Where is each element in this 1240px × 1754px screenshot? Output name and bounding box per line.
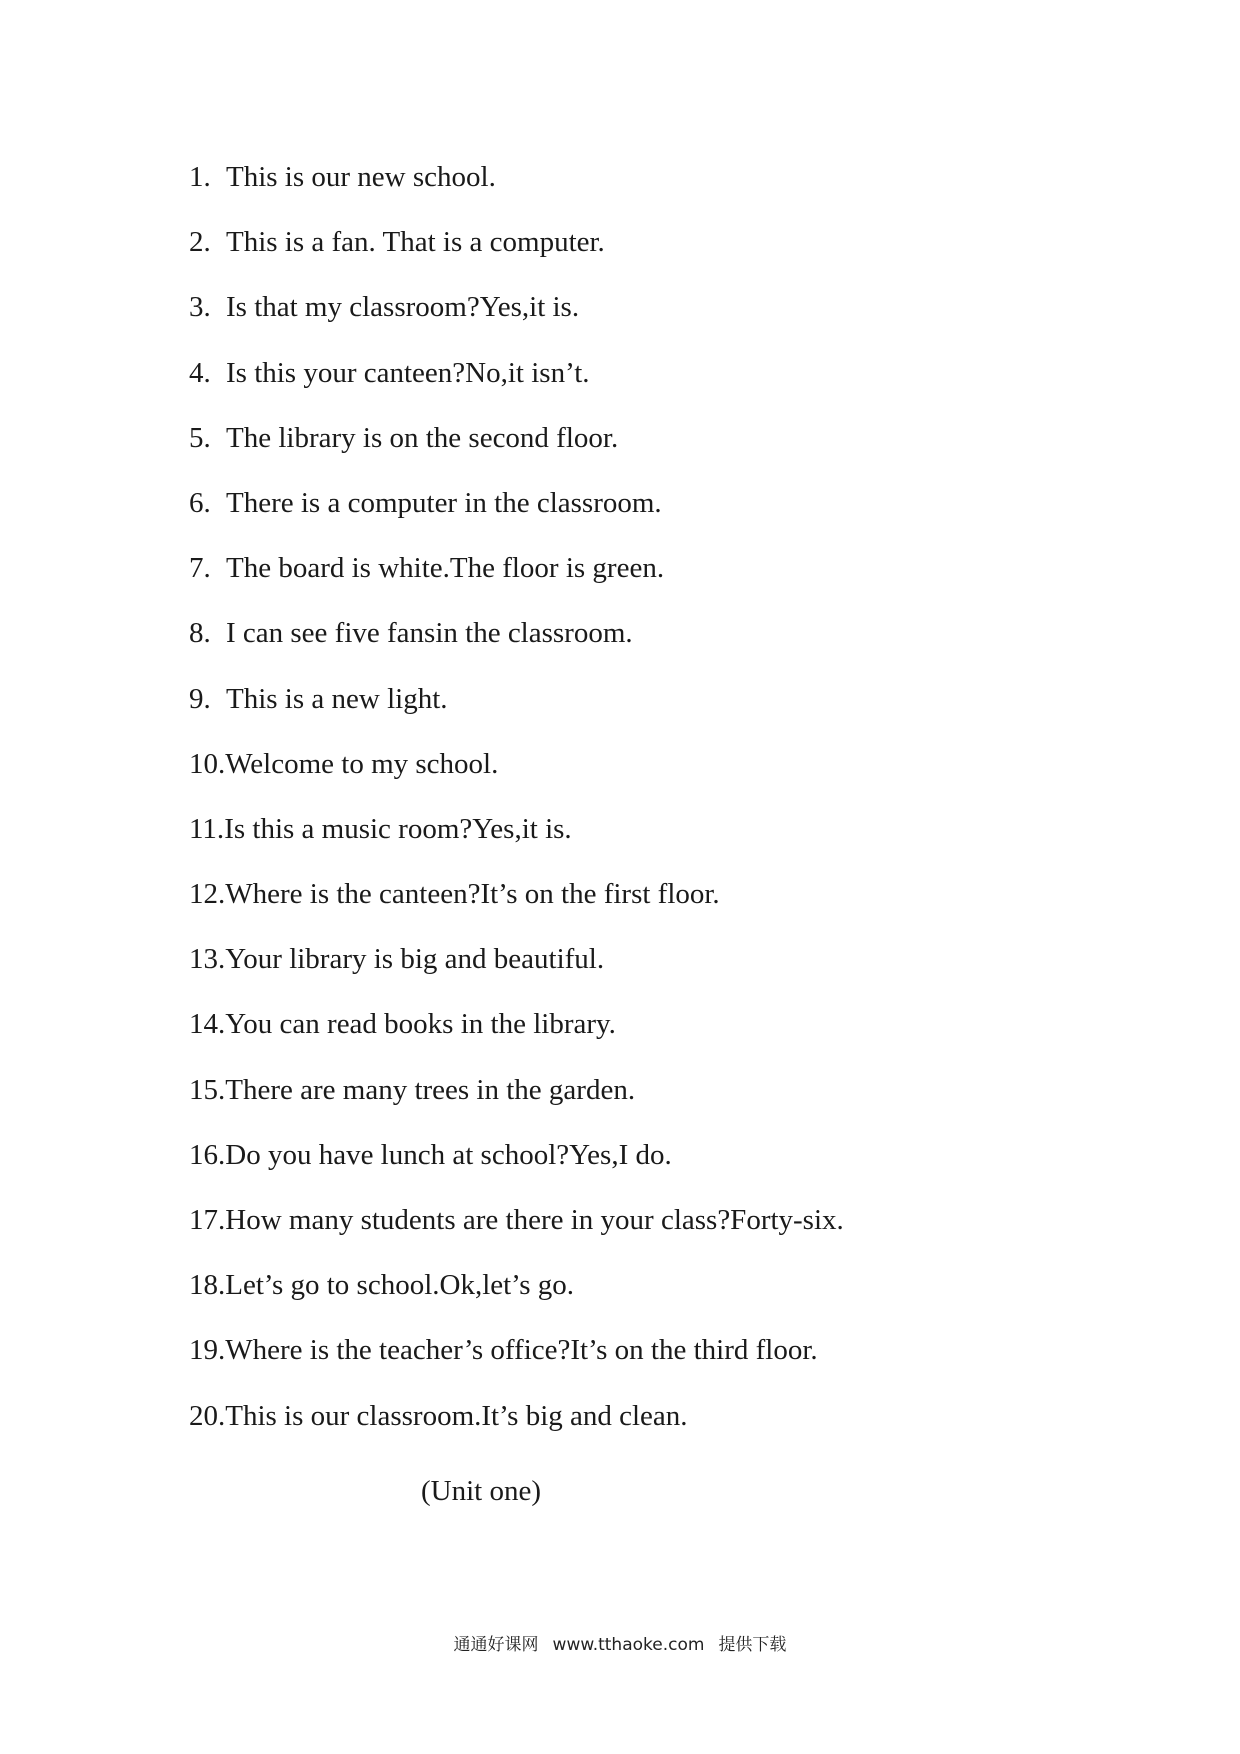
sentence-text: Let’s go to school.Ok,let’s go. [225,1269,575,1302]
sentence-text: This is our new school. [226,161,496,193]
sentence-item [189,421,1169,486]
sentence-number: 8. [189,617,211,650]
sentence-list [189,160,1169,1464]
sentence-text: Is that my classroom?Yes,it is. [226,291,580,324]
sentence-item [189,812,1169,877]
sentence-number: 10. [189,747,226,780]
sentence-text: I can see five fansin the classroom. [226,617,633,650]
sentence-item [189,616,1169,681]
sentence-text: The board is white.The floor is green. [226,552,665,585]
sentence-item [189,1399,1169,1464]
sentence-text: Welcome to my school. [225,747,499,780]
sentence-item [189,1007,1169,1072]
sentence-text: How many students are there in your class?Forty-six. [225,1204,844,1236]
sentence-item [189,1333,1169,1398]
sentence-number: 20. [189,1399,226,1432]
sentence-number: 14. [189,1008,226,1041]
sentence-text: There is a computer in the classroom. [226,486,662,519]
footer-suffix: 提供下载 [718,1635,787,1655]
sentence-number: 2. [189,226,211,259]
sentence-item [189,290,1169,355]
sentence-item [189,225,1169,290]
sentence-text: There are many trees in the garden. [225,1073,636,1106]
sentence-item [189,1073,1169,1138]
sentence-item [189,1268,1169,1333]
sentence-number: 3. [189,291,211,324]
sentence-number: 5. [189,421,211,454]
sentence-item [189,551,1169,616]
sentence-number: 4. [189,356,211,389]
sentence-number: 1. [189,161,211,193]
sentence-number: 7. [189,552,211,585]
sentence-item [189,682,1169,747]
sentence-number: 12. [189,878,226,911]
sentence-text: You can read books in the library. [225,1008,616,1041]
sentence-item [189,1203,1169,1268]
sentence-text: Is this a music room?Yes,it is. [224,812,572,845]
sentence-number: 9. [189,682,211,715]
sentence-number: 6. [189,486,211,519]
sentence-item [189,942,1169,1007]
sentence-text: Your library is big and beautiful. [225,943,605,976]
sentence-text: Do you have lunch at school?Yes,I do. [225,1138,672,1171]
sentence-text: Where is the teacher’s office?It’s on the third floor. [225,1334,818,1367]
sentence-number: 16. [189,1138,226,1171]
sentence-item [189,877,1169,942]
sentence-number: 17. [189,1204,226,1236]
sentence-number: 18. [189,1269,226,1302]
sentence-text: This is our classroom.It’s big and clean. [225,1399,688,1432]
sentence-text: The library is on the second floor. [226,421,619,454]
footer-site-name: 通通好课网 [453,1635,539,1655]
sentence-item [189,486,1169,551]
sentence-number: 11. [189,812,225,845]
sentence-item [189,1138,1169,1203]
sentence-number: 13. [189,943,226,976]
sentence-text: This is a new light. [226,682,448,715]
sentence-number: 19. [189,1334,226,1367]
sentence-item [189,160,1169,225]
unit-label: (Unit one) [421,1475,541,1507]
footer-url: www.tthaoke.com [552,1635,705,1655]
page-footer [0,1634,1240,1656]
sentence-text: Is this your canteen?No,it isn’t. [226,356,590,389]
sentence-text: Where is the canteen?It’s on the first floor. [225,878,720,911]
sentence-item [189,356,1169,421]
sentence-number: 15. [189,1073,226,1106]
sentence-item [189,747,1169,812]
sentence-text: This is a fan. That is a computer. [226,226,605,259]
